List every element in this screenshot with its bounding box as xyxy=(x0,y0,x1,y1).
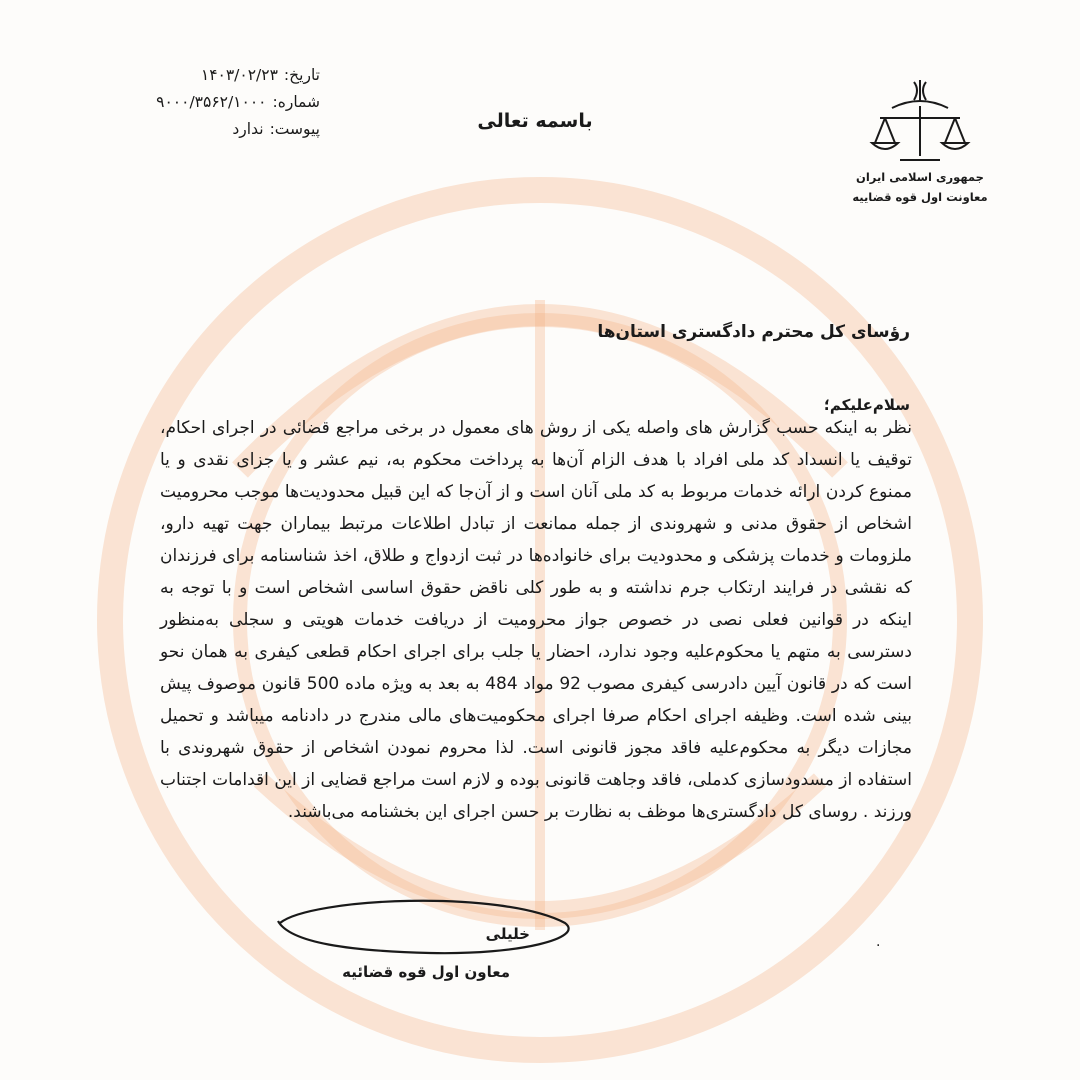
date-label: تاریخ: xyxy=(283,66,320,84)
signature-block xyxy=(270,893,580,993)
addressee-line: رؤسای کل محترم دادگستری استان‌ها xyxy=(597,322,910,342)
date-value: ۱۴۰۳/۰۲/۲۳ xyxy=(200,66,278,84)
number-row xyxy=(90,89,320,116)
signer-title: معاون اول قوه قضائیه xyxy=(342,963,510,981)
letter-metadata xyxy=(90,62,320,143)
attachment-row xyxy=(90,116,320,143)
stray-mark: . xyxy=(876,934,881,950)
emblem-icon xyxy=(840,78,1000,168)
attachment-value: ندارد xyxy=(232,120,264,138)
salutation: سلام‌علیکم؛ xyxy=(823,396,910,414)
judiciary-emblem xyxy=(840,78,1000,208)
signer-name: خلیلی xyxy=(485,925,530,943)
body-paragraph: نظر به اینکه حسب گزارش های واصله یکی از روش های معمول در برخی مراجع قضائی در اجرای احکام، توقیف یا انسداد کد ملی افراد با هدف الزام آن‌ها به پرداخت محکوم به، نیم عشر و یا جزای نقدی و یا ممنوع کردن ارائه خدمات مربوط به کد ملی آنان است و از آن‌جا که این قبیل محدودیت‌ها موجب محرومیت اشخاص از حقوق مدنی و شهروندی از جمله ممانعت از تبادل اطلاعات مرتبط بیماران جهت تهیه دارو، ملزومات و خدمات پزشکی و محدودیت برای خانواده‌ها در ثبت ازدواج و طلاق، اخذ شناسنامه برای فرزندان که نقشی در فرایند ارتکاب جرم نداشته و به طور کلی ناقض حقوق اساسی اشخاص است و با توجه به اینکه در قوانین فعلی نصی در خصوص جواز محرومیت از دریافت خدمات هویتی و سجلی به‌منظور دسترسی به متهم یا محکوم‌علیه وجود ندارد، احضار یا جلب برای اجرای احکام قطعی کیفری به همان نحو است که در قانون آیین دادرسی کیفری مصوب 92 مواد 484 به بعد به ویژه ماده 500 قانون موصوف پیش بینی شده است. وظیفه اجرای احکام صرفا اجرای محکومیت‌های مالی مندرج در دادنامه میباشد و تحمیل مجازات دیگر به محکوم‌علیه فاقد مجوز قانونی است. لذا محروم نمودن اشخاص از حقوق شهروندی با استفاده از مسدودسازی کدملی، فاقد وجاهت قانونی بوده و لازم است مراجع قضایی از این اقدامات اجتناب ورزند . روسای کل دادگستری‌ها موظف به نظارت بر حسن اجرای این بخشنامه می‌باشند. xyxy=(160,418,912,822)
attachment-label: پیوست: xyxy=(269,120,320,138)
emblem-caption-office: معاونت اول قوه قضاییه xyxy=(852,190,988,204)
number-value: ۹۰۰۰/۳۵۶۲/۱۰۰۰ xyxy=(156,93,267,111)
emblem-caption-country: جمهوری اسلامی ایران xyxy=(856,170,984,184)
date-row xyxy=(90,62,320,89)
letter-body xyxy=(160,412,912,828)
bismillah-heading: باسمه تعالی xyxy=(477,110,593,132)
number-label: شماره: xyxy=(272,93,320,111)
